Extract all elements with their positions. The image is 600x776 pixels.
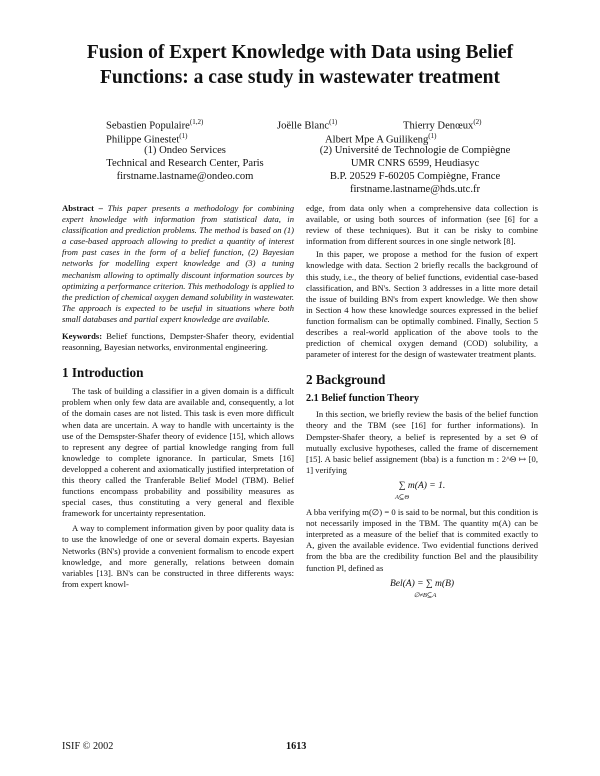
title-line-2: Functions: a case study in wastewater treatment	[99, 67, 501, 88]
formula-bba-sum: ∑ m(A) = 1. A⊆Θ	[394, 480, 446, 501]
footer-copyright: ISIF © 2002	[62, 741, 114, 752]
author-1: Sebastien Populaire$^{(1,2)}$	[106, 118, 204, 132]
abstract-text: This paper presents a methodology for combining expert knowledge with information from statistical data, in classification and prediction problems. The method is based on (1) a case-based approach allowing to predict a quantity of interest from past cases in the form of a belief function, (2) Bayesian networks for modelling expert knowledge and (3) a tuning mechanism allowing to optimally discount information sources by optimizing a performance criterion. This methodology is applied to the prediction of chemical oxygen demand solubility in wastewater. The approach is expected to be useful in situations where both small databases and partial expert knowledge are available.	[62, 203, 294, 324]
right-paragraph-2: In this paper, we propose a method for the fusion of expert knowledge with data. Section 2 briefly recalls the background of this study, i.e., the theory of belief functions, evidential case-based classification, and BN's. Section 3 addresses in a litte more detail the issue of building BN's from expert knowledge. We then show in Section 4 how these knowledge sources expressed in the belief function formalism can be optimally combined. Finally, Section 5 describes a real-world application of the above tools to the prediction of chemical oxygen demand (COD) solubility, a parameter of interest for the design of wastewater treatment plants.	[306, 249, 538, 360]
intro-paragraph-2: A way to complement information given by poor quality data is to use the knowledge of one or several domain experts. Bayesian Networks (BN's) provide a convenient formalism to encode expert knowledge, and more generally, relations between domain variables [13]. BN's can be constructed in three differents ways: from expert knowl-	[62, 523, 294, 589]
abstract-label: Abstract –	[62, 203, 103, 213]
paper-title	[40, 40, 560, 90]
title-line-1: Fusion of Expert Knowledge with Data using Belief	[86, 42, 514, 63]
right-paragraph-1: edge, from data only when a comprehensive data collection is available, or using both sources of information (see [6] for a review of these techniques). But it can be risky to combine information from different sources in one single network [8].	[306, 203, 538, 247]
formula-credibility: Bel(A) = ∑ m(B) ∅≠B⊆A	[389, 578, 455, 599]
section-1-heading: 1 Introduction	[62, 365, 144, 381]
keywords	[62, 331, 294, 353]
background-paragraph-1: In this section, we briefly review the basis of the belief function theory and the TBM (see [16] for further informations). In Dempster-Shafer theory, a belief is represented by a set Θ of mutually exclusive hypotheses, called the frame of discernement [15]. A basic belief assignement (bba) is a function m : 2^Θ ↦ [0, 1] verifying	[306, 409, 538, 475]
background-paragraph-2: A bba verifying m(∅) = 0 is said to be normal, but this condition is not necessarily imposed in the TBM. The quantity m(A) can be interpreted as a measure of the belief that is commited exactly to A, given the available evidence. Two evidential functions derived from the bba are the credibility function Bel and the plausibility function Pl, defined as	[306, 507, 538, 573]
abstract	[62, 203, 294, 325]
author-3: Thierry Denœux$^{(2)}$	[403, 118, 482, 132]
left-column	[62, 203, 294, 590]
affiliation-right: (2) Université de Technologie de Compiègne UMR CNRS 6599, Heudiasyc B.P. 20529 F-60205 Compiègne, France firstname.lastname@hds.utc.fr	[319, 145, 511, 195]
keywords-text: Belief functions, Dempster-Shafer theory, evidential reasonning, Bayesian networks, environmental engineering.	[62, 331, 294, 353]
author-4: Philippe Ginestet$^{(1)}$	[106, 132, 188, 146]
affiliation-left: (1) Ondeo Services Technical and Research Center, Paris firstname.lastname@ondeo.com	[106, 145, 264, 182]
author-2: Joëlle Blanc$^{(1)}$	[277, 118, 338, 132]
keywords-label: Keywords:	[62, 331, 103, 342]
subsection-2-1-heading: 2.1 Belief function Theory	[306, 393, 420, 405]
intro-paragraph-1: The task of building a classifier in a given domain is a difficult problem when only few data are available and, consequently, a lot of the domain cases are not listed. This task is even more difficult when data are uncertain. A way to handle with uncertainty is the use of the Demspster-Shafer theory of evidence [15], which allows to represent any degree of partial knowledge ranging from full knowledge to complete ignorance. In particular, Smets [16] developped a coherent and axiomatically justified interpretation of this theory called the Tranferable Belief Model (TBM). Belief functions encompass probability and possibility measures as special cases, thus constituting a very general and flexible framework for uncertainty representation.	[62, 386, 294, 519]
author-5: Albert Mpe A Guilikeng$^{(1)}$	[325, 132, 437, 146]
section-2-heading: 2 Background	[306, 372, 386, 388]
page-number: 1613	[286, 741, 307, 752]
right-column	[306, 203, 538, 601]
